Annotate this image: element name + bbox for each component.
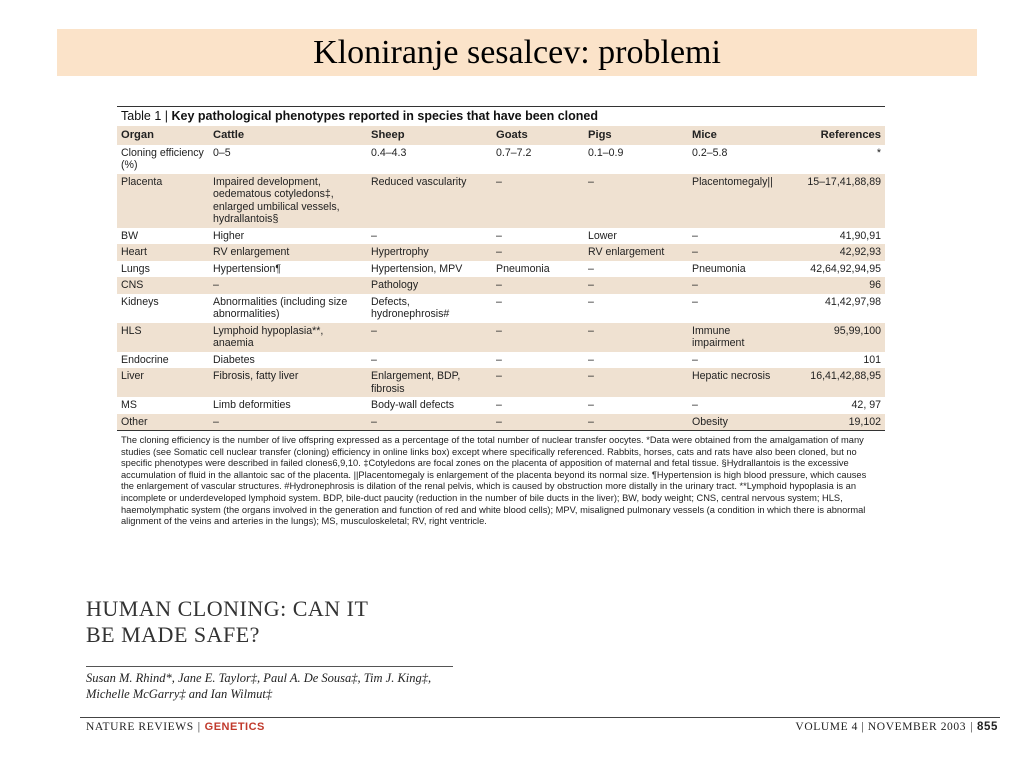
table-cell: –: [692, 399, 698, 411]
table-row: [117, 261, 885, 278]
table-cell-organ: CNS: [117, 277, 209, 294]
table-cell: –: [209, 414, 367, 431]
table-cell: –: [584, 414, 688, 431]
table-cell: –: [692, 353, 698, 366]
table-cell-references: 16,41,42,88,95: [778, 368, 885, 397]
table-cell-organ: Lungs: [121, 262, 150, 275]
table-row: [117, 145, 885, 174]
authors-line-2: Michelle McGarry‡ and Ian Wilmut‡: [86, 687, 273, 701]
table-cell-organ: Kidneys: [121, 295, 159, 308]
footer-separator-2: |: [970, 721, 973, 733]
table-row: [117, 244, 885, 261]
table-cell-organ: Cloning efficiency (%): [121, 146, 204, 171]
header-references: References: [778, 126, 885, 145]
table-cell: Limb deformities: [213, 399, 291, 411]
table-caption-prefix: Table 1 |: [121, 109, 172, 123]
table-row: [117, 397, 885, 414]
table-cell-references: 42, 97: [851, 399, 881, 411]
page-footer: [86, 721, 998, 737]
table-cell: –: [588, 399, 594, 411]
table-row: [117, 414, 885, 431]
table-cell: Enlargement, BDP, fibrosis: [367, 368, 492, 397]
paper-title-line-1: HUMAN CLONING: CAN IT: [86, 596, 369, 621]
table-cell-organ: MS: [121, 399, 137, 411]
table-cell: –: [496, 353, 502, 366]
table-cell: –: [371, 353, 377, 366]
table-cell: Impaired development, oedematous cotyledons‡, enlarged umbilical vessels, hydrallantois§: [209, 174, 367, 228]
table-row: [117, 174, 885, 228]
authors-divider: [86, 666, 453, 667]
table-cell-references: *: [876, 146, 881, 159]
table-cell: Reduced vascularity: [367, 174, 492, 228]
authors-line-1: Susan M. Rhind*, Jane E. Taylor‡, Paul A. De Sousa‡, Tim J. King‡,: [86, 671, 432, 685]
table-caption: [117, 106, 885, 126]
table-cell: –: [496, 295, 502, 308]
table-cell: Lymphoid hypoplasia**, anaemia: [209, 323, 367, 352]
table-cell: Immune impairment: [688, 323, 778, 352]
footer-journal: NATURE REVIEWS: [86, 721, 194, 733]
table-cell: Obesity: [688, 414, 778, 431]
footer-issue: VOLUME 4 | NOVEMBER 2003: [795, 721, 967, 733]
table-cell: Abnormalities (including size abnormalities): [213, 295, 348, 320]
table-cell: Defects, hydronephrosis#: [371, 295, 450, 320]
table-cell-references: 15–17,41,88,89: [778, 174, 885, 228]
table-cell: Higher: [213, 229, 245, 242]
table-cell: –: [496, 399, 502, 411]
table-body: [117, 145, 885, 431]
table-cell: Fibrosis, fatty liver: [209, 368, 367, 397]
phenotype-table-figure: [117, 106, 885, 528]
table-cell: –: [588, 295, 594, 308]
table-cell: –: [584, 174, 688, 228]
table-cell: Pneumonia: [692, 262, 746, 275]
table-cell: –: [688, 277, 778, 294]
table-cell-references: 95,99,100: [778, 323, 885, 352]
table-cell: –: [492, 174, 584, 228]
slide-title: Kloniranje sesalcev: problemi: [313, 33, 721, 71]
footer-section: GENETICS: [204, 721, 265, 733]
table-cell-references: 41,90,91: [839, 229, 881, 242]
table-cell: –: [492, 414, 584, 431]
table-footnote: The cloning efficiency is the number of live offspring expressed as a percentage of the total number of nuclear transfer oocytes. *Data were obtained from the amalgamation of many studies (see Somatic cell nuclear transfer (cloning) efficiency in online links box) except where specifically referenced. Rabbits, horses, cats and rats have also been cloned, but no specific phenotypes were described in failed clones6,9,10. ‡Cotyledons are focal zones on the placenta of apposition of maternal and fetal tissue. §Hydrallantois is the excessive accumulation of fluid in the allantoic sac of the placenta. ||Placentomegaly is enlargement of the placenta beyond its normal size. ¶Hypertension is high blood pressure, which causes the enlargement of vascular structures. #Hydronephrosis is dilation of the renal pelvis, which is caused by obstruction more distally in the urinary tract. **Lymphoid hypoplasia is an incomplete or underdeveloped lymphoid system. BDP, bile-duct paucity (reduction in the number of bile ducts in the liver); BW, body weight; CNS, central nervous system; HLS, haemolymphatic system (the organs involved in the generation and function of red and white blood cells); MPV, misaligned pulmonary vessels (a condition in which there is abnormal alignment of the veins and arteries in the lungs); MS, musculoskeletal; RV, right ventricle.: [117, 430, 885, 528]
table-row: [117, 352, 885, 369]
table-cell: Hypertension¶: [213, 262, 282, 275]
table-cell-references: 101: [863, 353, 881, 366]
table-cell: 0–5: [213, 146, 231, 159]
table-cell-organ: HLS: [117, 323, 209, 352]
table-cell: –: [492, 323, 584, 352]
table-cell: –: [588, 353, 594, 366]
table-cell-organ: Placenta: [117, 174, 209, 228]
table-cell: 0.4–4.3: [371, 146, 407, 159]
table-row: [117, 294, 885, 323]
paper-title: [86, 596, 368, 648]
footer-issue-block: [795, 721, 998, 733]
table-cell: –: [492, 277, 584, 294]
table-cell: Hypertension, MPV: [371, 262, 463, 275]
table-cell-organ: Endocrine: [121, 353, 169, 366]
table-cell: Pathology: [367, 277, 492, 294]
table-cell: –: [692, 229, 698, 242]
table-row: [117, 368, 885, 397]
paper-title-line-2: BE MADE SAFE?: [86, 622, 260, 647]
table-cell: –: [492, 368, 584, 397]
table-cell: –: [692, 295, 698, 308]
table-cell: Placentomegaly||: [688, 174, 778, 228]
table-cell: RV enlargement: [209, 244, 367, 261]
table-cell-organ: BW: [121, 229, 139, 242]
table-cell: Lower: [588, 229, 617, 242]
table-cell-references: 42,92,93: [778, 244, 885, 261]
table-cell-references: 42,64,92,94,95: [810, 262, 881, 275]
header-goats: Goats: [492, 126, 584, 145]
table-row: [117, 228, 885, 245]
table-cell: Body-wall defects: [371, 399, 455, 411]
paper-authors: [86, 670, 431, 702]
table-row: [117, 277, 885, 294]
table-cell: –: [209, 277, 367, 294]
slide-title-bar: [57, 29, 977, 76]
table-header-row: [117, 126, 885, 145]
table-cell: –: [492, 244, 584, 261]
header-pigs: Pigs: [584, 126, 688, 145]
table-cell: –: [584, 323, 688, 352]
table-cell: –: [367, 414, 492, 431]
header-mice: Mice: [688, 126, 778, 145]
footer-divider: [80, 717, 1000, 718]
table-cell: –: [584, 277, 688, 294]
table-cell-organ: Liver: [117, 368, 209, 397]
table-cell: Diabetes: [213, 353, 255, 366]
footer-separator: |: [197, 721, 201, 733]
table-cell-references: 19,102: [778, 414, 885, 431]
header-organ: Organ: [117, 126, 209, 145]
table-cell: RV enlargement: [584, 244, 688, 261]
table-cell: –: [367, 323, 492, 352]
table-cell: –: [371, 229, 377, 242]
table-cell: –: [584, 368, 688, 397]
table-cell: 0.7–7.2: [496, 146, 532, 159]
table-cell: 0.2–5.8: [692, 146, 728, 159]
table-cell-references: 41,42,97,98: [825, 295, 881, 308]
phenotype-table: [117, 126, 885, 430]
table-cell: –: [688, 244, 778, 261]
table-cell: –: [496, 229, 502, 242]
header-cattle: Cattle: [209, 126, 367, 145]
table-cell: Hypertrophy: [367, 244, 492, 261]
table-caption-title: Key pathological phenotypes reported in species that have been cloned: [171, 109, 599, 123]
header-sheep: Sheep: [367, 126, 492, 145]
table-cell-references: 96: [778, 277, 885, 294]
table-cell: 0.1–0.9: [588, 146, 624, 159]
table-cell-organ: Heart: [117, 244, 209, 261]
table-cell: –: [588, 262, 594, 275]
footer-page-number: 855: [977, 721, 998, 733]
table-cell-organ: Other: [117, 414, 209, 431]
footer-journal-block: [86, 721, 265, 733]
table-row: [117, 323, 885, 352]
table-cell: Hepatic necrosis: [688, 368, 778, 397]
table-cell: Pneumonia: [496, 262, 550, 275]
